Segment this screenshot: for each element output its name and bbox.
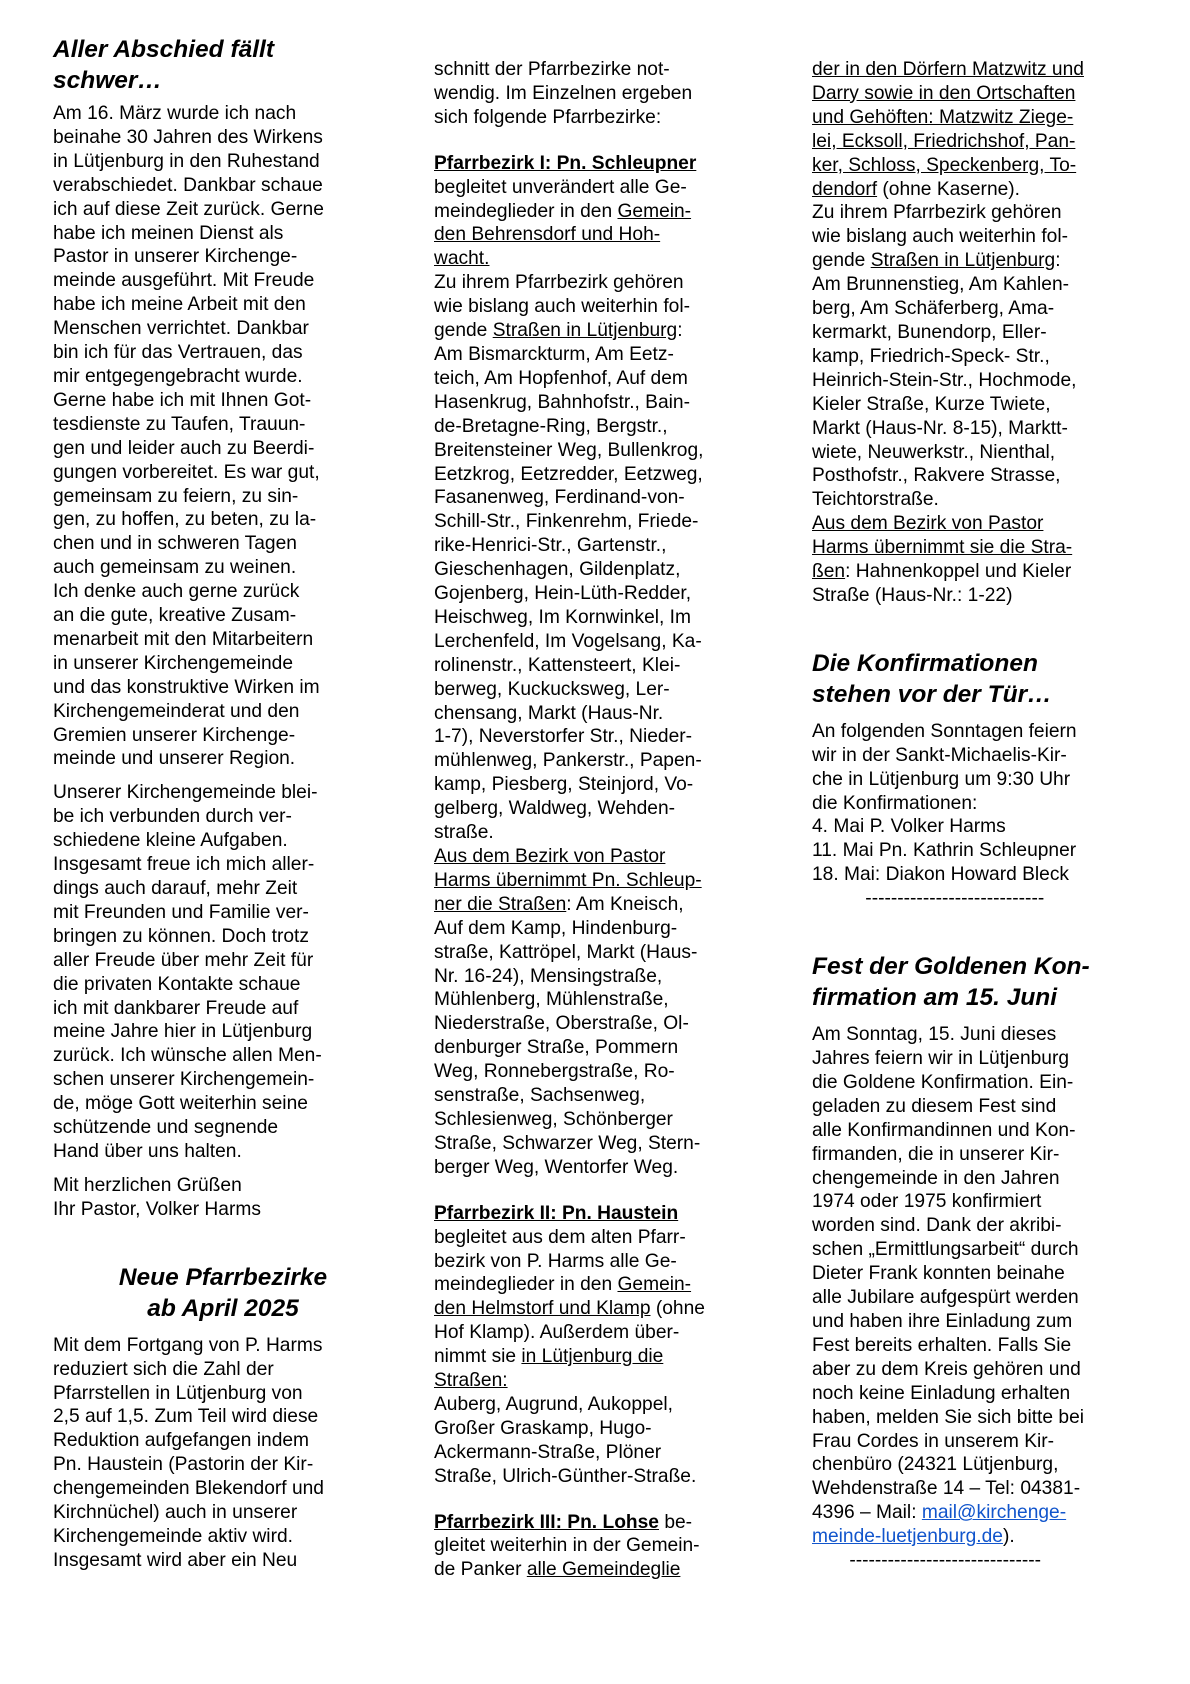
text-span: begleitet aus dem alten Pfarr- bezirk von P. Harms alle Ge- meindeglieder in den xyxy=(434,1226,686,1296)
text-span: begleitet unverändert alle Ge- meindeglieder in den xyxy=(434,176,687,222)
column-3 xyxy=(812,58,1152,1573)
text-span: : Hahnenkoppel und Kieler Straße (Haus-Nr.: 1-22) xyxy=(812,561,1072,606)
street-list: Auberg, Augrund, Aukoppel, Großer Graskamp, Hugo- Ackermann-Straße, Plöner Straße, Ulrich-Günther-Straße. xyxy=(434,1393,697,1487)
pfarrbezirk-3-title: Pfarrbezirk III: Pn. Lohse xyxy=(434,1511,659,1533)
pfarrbezirk-2-title: Pfarrbezirk II: Pn. Haustein xyxy=(434,1202,679,1224)
text-span: (ohne Hof Klamp). Außerdem über- nimmt sie xyxy=(434,1298,705,1368)
text-span: ). xyxy=(1002,1526,1015,1548)
article-paragraph: An folgenden Sonntagen feiern wir in der Sankt-Michaelis-Kir- che in Lütjenburg um 9:30 Uhr die Konfirmationen: 4. Mai P. Volker Harms 11. Mai Pn. Kathrin Schleupner 18. Mai: Diakon Howard Bleck xyxy=(812,720,1077,886)
article-paragraph: schnitt der Pfarrbezirke not- wendig. Im Einzelnen ergeben sich folgende Pfarrbezirke: xyxy=(434,59,693,128)
article-heading-pfarrbezirke: Neue Pfarrbezirke ab April 2025 xyxy=(118,1263,328,1322)
article-paragraph xyxy=(812,1023,1152,1549)
underlined-text: alle Gemeindeglie xyxy=(526,1559,681,1581)
article-heading-konfirmationen: Die Konfirmationen stehen vor der Tür… xyxy=(812,649,1052,708)
article-heading-abschied: Aller Abschied fällt schwer… xyxy=(53,36,275,94)
separator-dashes: ------------------------------ xyxy=(812,1550,1042,1572)
underlined-text: der in den Dörfern Matzwitz und Darry sowie in den Ortschaften und Gehöften: Matzwitz Ziege- lei, Ecksoll, Friedrichshof, Pan- ker, Schloss, Speckenberg, To- dendorf xyxy=(812,59,1084,200)
text-span: Zu ihrem Pfarrbezirk gehören wie bislang auch weiterhin fol- gende xyxy=(434,272,690,342)
article-heading-goldene-konfirmation: Fest der Goldenen Kon- firmation am 15. Juni xyxy=(812,953,1090,1012)
text-span: (ohne Kaserne). Zu ihrem Pfarrbezirk gehören wie bislang auch weiterhin fol- gende xyxy=(812,178,1068,272)
street-list: : Am Kneisch, Auf dem Kamp, Hindenburg- straße, Kattröpel, Markt (Haus- Nr. 16-24), Mensingstraße, Mühlenberg, Mühlenstraße, Niederstraße, Oberstraße, Ol- denburger Straße, Pommern Weg, Ronnebergstraße, Ro- senstraße, Sachsenweg, Schlesienweg, Schönberger Straße, Schwarzer Weg, Stern- berger Weg, Wentorfer Weg. xyxy=(434,893,701,1178)
pfarrbezirk-1 xyxy=(434,152,774,1180)
signature-text: Mit herzlichen Grüßen Ihr Pastor, Volker Harms xyxy=(53,1174,261,1220)
text-span: Am Sonntag, 15. Juni dieses Jahres feiern wir in Lütjenburg die Goldene Konfirmation. Ein- geladen zu diesem Fest sind alle Konfirmandinnen und Kon- firmanden, die in unserer Kir- chengemeinde in den Jahren 1974 oder 1975 konfirmiert worden sind. Dank der akribi- schen „Ermittlungsarbeit“ durch Dieter Frank konnten beinahe alle Jubilare aufgespürt werden und haben ihre Einladung zum Fest bereits erhalten. Falls Sie aber zu dem Kreis gehören und noch keine Einladung erhalten haben, melden Sie sich bitte bei Frau Cordes in unserem Kir- chenbüro (24321 Lütjenburg, Wehdenstraße 14 – Tel: 04381- 4396 – Mail: xyxy=(812,1024,1084,1524)
article-paragraph: Unserer Kirchengemeinde blei- be ich verbunden durch ver- schiedene kleine Aufgaben. Insgesamt freue ich mich aller- dings auch darauf, mehr Zeit mit Freunden und Familie ver- bringen zu können. Doch trotz aller Freude über mehr Zeit für die privaten Kontakte schaue ich mit dankbarer Freude auf meine Jahre hier in Lütjenburg zurück. Ich wünsche allen Men- schen unserer Kirchengemein- de, möge Gott weiterhin seine schützende und segnende Hand über uns halten. xyxy=(53,782,322,1162)
underlined-text: Straßen in Lütjenburg xyxy=(492,320,678,342)
underlined-text: Gemein- den Helmstorf und Klamp xyxy=(434,1274,692,1320)
street-list: : Am Bismarckturm, Am Eetz- teich, Am Hopfenhof, Auf dem Hasenkrug, Bahnhofstr., Bain- de-Bretagne-Ring, Bergstr., Breitensteiner Weg, Bullenkrog, Eetzkrog, Eetzredder, Eetzweg, Fasanenweg, Ferdinand-von- Schill-Str., Finkenrehm, Friede- rike-Henrici-Str., Gartenstr., Gieschenhagen, Gildenplatz, Gojenberg, Hein-Lüth-Redder, Heischweg, Im Kornwinkel, Im Lerchenfeld, Im Vogelsang, Ka- rolinenstr., Kattensteert, Klei- berweg, Kuckucksweg, Ler- chensang, Markt (Haus-Nr. 1-7), Neverstorfer Str., Nieder- mühlenweg, Pankerstr., Papen- kamp, Piesberg, Steinjord, Vo- gelberg, Waldweg, Wehden- straße. xyxy=(434,320,704,844)
article-paragraph: Mit dem Fortgang von P. Harms reduziert sich die Zahl der Pfarrstellen in Lütjenburg von 2,5 auf 1,5. Zum Teil wird diese Reduktion aufgefangen indem Pn. Haustein (Pastorin der Kir- chengemeinden Blekendorf und Kirchnüchel) auch in unserer Kirchengemeinde aktiv wird. Insgesamt wird aber ein Neu xyxy=(53,1334,324,1571)
pfarrbezirk-3 xyxy=(434,1511,774,1583)
underlined-text: Straßen in Lütjenburg xyxy=(870,250,1056,272)
underlined-text: Aus dem Bezirk von Pastor Harms übernimmt Pn. Schleup- ner die Straßen xyxy=(434,846,702,915)
underlined-text: in Lütjenburg die Straßen: xyxy=(434,1346,664,1392)
underlined-text: Aus dem Bezirk von Pastor Harms übernimmt sie die Stra- ßen xyxy=(812,513,1073,583)
text-span: be- gleitet weiterhin in der Gemein- de Panker xyxy=(434,1511,700,1581)
pfarrbezirk-1-title: Pfarrbezirk I: Pn. Schleupner xyxy=(434,152,697,174)
email-link[interactable]: mail@kirchenge- meinde-luetjenburg.de xyxy=(812,1502,1067,1548)
separator-dashes: ---------------------------- xyxy=(812,888,1045,910)
pfarrbezirk-2 xyxy=(434,1202,774,1489)
street-list: : Am Brunnenstieg, Am Kahlen- berg, Am Schäferberg, Ama- kermarkt, Bunendorp, Eller- kamp, Friedrich-Speck- Str., Heinrich-Stein-Str., Hochmode, Kieler Straße, Kurze Twiete, Markt (Haus-Nr. 8-15), Marktt- wiete, Neuwerkstr., Nienthal, Posthofstr., Rakvere Strasse, Teichtorstraße. xyxy=(812,250,1077,511)
pfarrbezirk-3-continued xyxy=(812,58,1152,608)
column-1 xyxy=(53,34,393,1573)
column-2 xyxy=(434,58,774,1582)
underlined-text: Gemein- den Behrensdorf und Hoh- wacht. xyxy=(434,200,692,270)
article-paragraph: Am 16. März wurde ich nach beinahe 30 Jahren des Wirkens in Lütjenburg in den Ruhestand verabschiedet. Dankbar schaue ich auf diese Zeit zurück. Gerne habe ich meinen Dienst als Pastor in unserer Kirchenge- meinde ausgeführt. Mit Freude habe ich meine Arbeit mit den Menschen verrichtet. Dankbar bin ich für das Vertrauen, das mir entgegengebracht wurde. Gerne habe ich mit Ihnen Got- tesdienste zu Taufen, Trauun- gen und leider auch zu Beerdi- gungen vorbereitet. Es war gut, gemeinsam zu feiern, zu sin- gen, zu hoffen, zu beten, zu la- chen und in schweren Tagen auch gemeinsam zu weinen. Ich denke auch gerne zurück an die gute, kreative Zusam- menarbeit mit den Mitarbeitern in unserer Kirchengemeinde und das konstruktive Wirken im Kirchengemeinderat und den Gremien unserer Kirchenge- meinde und unserer Region. xyxy=(53,103,324,770)
